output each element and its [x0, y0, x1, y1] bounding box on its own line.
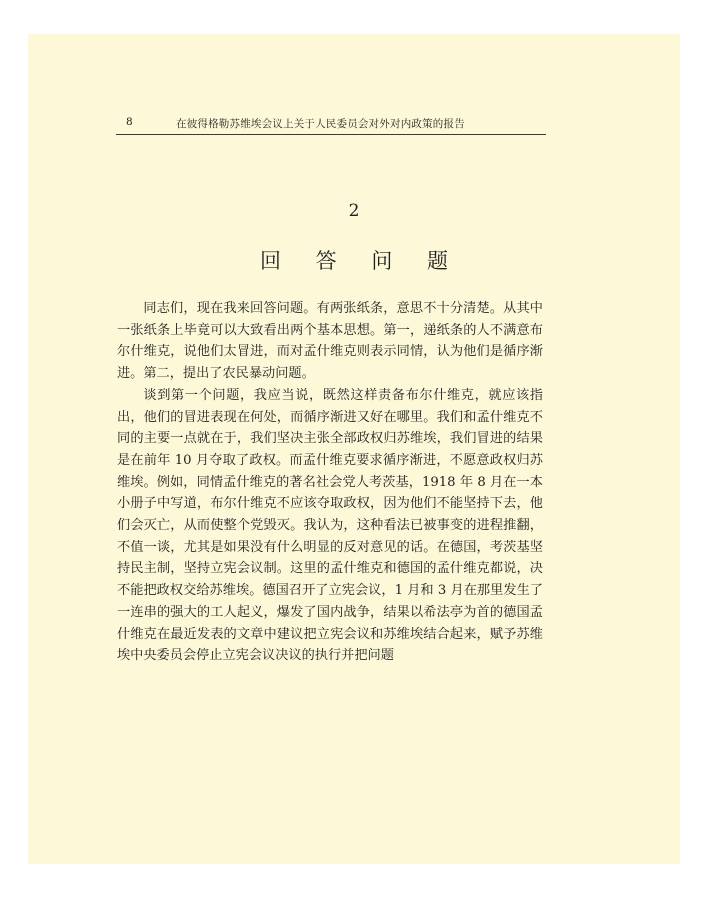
running-head-title: 在彼得格勒苏维埃会议上关于人民委员会对外对内政策的报告 — [176, 118, 465, 130]
section-number: 2 — [348, 201, 360, 221]
paragraph: 谈到第一个问题，我应当说，既然这样责备布尔什维克，就应该指出，他们的冒进表现在何处，而循序渐进又好在哪里。我们和孟什维克不同的主要一点就在于，我们坚决主张全部政权归苏维埃，我们冒进的结果是在前年 10 月夺取了政权。而孟什维克要求循序渐进，不愿意政权归苏维埃。例如，同情孟什维克的著名社会党人考茨基，1918 年 8 月在一本小册子中写道，布尔什维克不应该夺取政权，因为他们不能坚持下去，他们会灭亡，从而使整个党毁灭。我认为，这种看法已被事变的进程推翻，不值一谈，尤其是如果没有什么明显的反对意见的话。在德国，考茨基坚持民主制，坚持立宪会议制。这里的孟什维克和德国的孟什维克都说，决不能把政权交给苏维埃。德国召开了立宪会议，1 月和 3 月在那里发生了一连串的强大的工人起义，爆发了国内战争，结果以希法亭为首的德国孟什维克在最近发表的文章中建议把立宪会议和苏维埃结合起来，赋予苏维埃中央委员会停止立宪会议决议的执行并把问题 — [117, 387, 543, 664]
running-head — [116, 114, 546, 135]
page-number: 8 — [126, 116, 133, 128]
body-text — [117, 298, 543, 667]
paragraph: 同志们，现在我来回答问题。有两张纸条，意思不十分清楚。从其中一张纸条上毕竟可以大致看出两个基本思想。第一，递纸条的人不满意布尔什维克，说他们太冒进，而对孟什维克则表示同情，认为他们是循序渐进。第二，提出了农民暴动问题。 — [117, 301, 543, 382]
section-title: 回 答 问 题 — [259, 249, 463, 273]
